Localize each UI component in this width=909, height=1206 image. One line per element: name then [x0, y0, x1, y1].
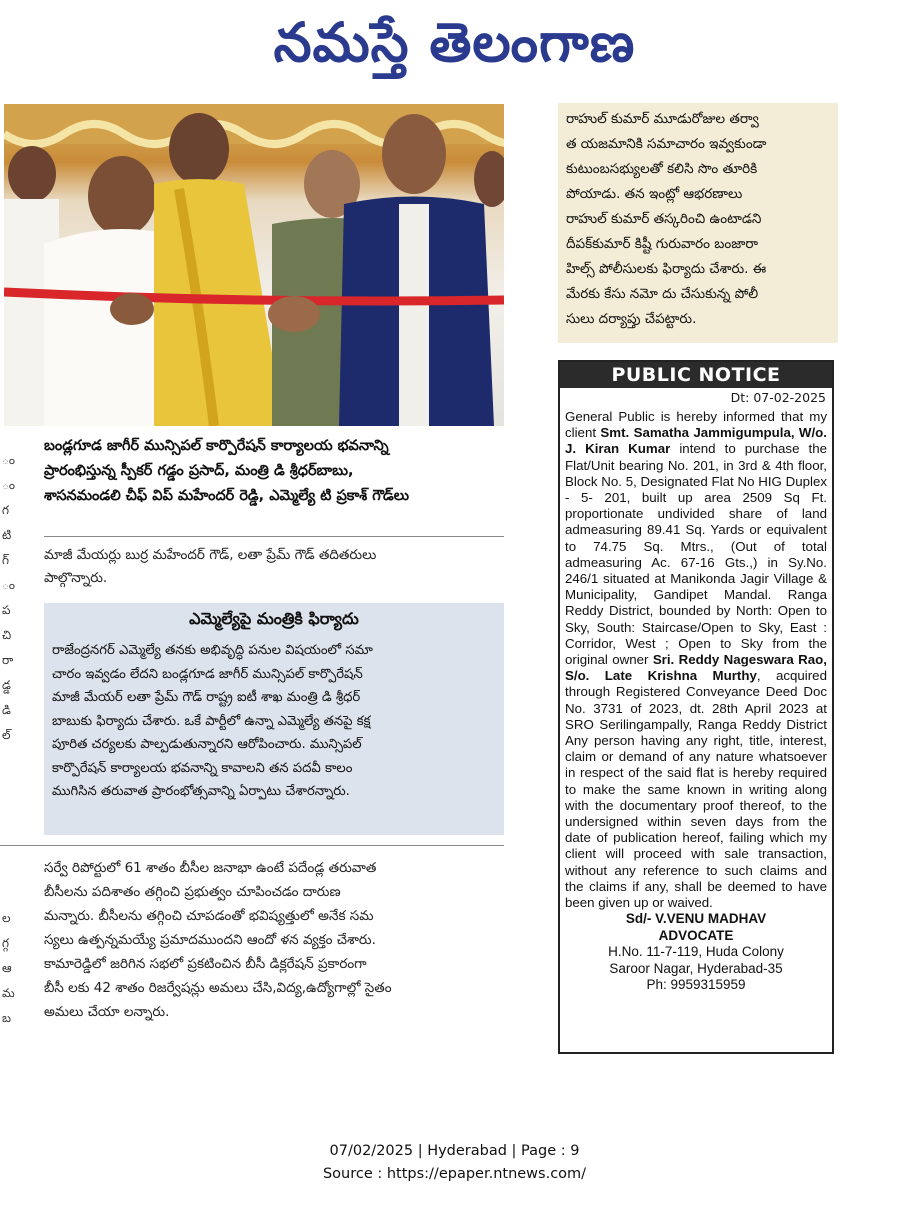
notice-body	[560, 409, 832, 911]
fragment-glyph: ల	[2, 911, 11, 925]
advocate-address-2: Saroor Nagar, Hyderabad-35	[609, 960, 783, 976]
advocate-role: ADVOCATE	[658, 927, 734, 943]
fragment-glyph: ం	[2, 578, 16, 592]
notice-signature	[560, 911, 832, 994]
fragment-glyph: చి	[2, 628, 12, 642]
story-line: కామారెడ్డిలో జరిగిన సభలో ప్రకటించిన బీసీ డిక్లరేషన్ ప్రకారంగా	[44, 956, 367, 972]
notice-title: PUBLIC NOTICE	[560, 362, 832, 388]
boxed-story-headline: ఎమ్మెల్యేపై మంత్రికి ఫిర్యాదు	[189, 609, 359, 628]
photo-caption	[44, 434, 506, 509]
notice-owner: Sri. Reddy Nageswara Rao, S/o. Late Krishna Murthy	[565, 652, 827, 684]
public-notice	[558, 360, 834, 1054]
story-line: కుటుంబసభ్యులతో కలిసి సొం తూరికి	[566, 161, 758, 177]
bc-survey-story	[44, 856, 504, 1024]
fragment-glyph: ల్	[2, 728, 11, 742]
advocate-address-1: H.No. 11-7-119, Huda Colony	[608, 944, 784, 960]
theft-story	[558, 103, 838, 343]
masthead	[0, 4, 909, 82]
divider	[44, 536, 504, 537]
notice-text: General Public is hereby informed that my client	[565, 409, 827, 441]
story-line: దీపక్‌కుమార్ కిష్టీ గురువారం బంజారా	[566, 236, 759, 252]
story-line: చారం ఇవ్వడం లేదని బండ్లగూడ జాగీర్ మున్సిపల్ కార్పొరేషన్	[52, 666, 363, 682]
caption-line: శాసనమండలి చీఫ్ విప్ మహేందర్ రెడ్డి, ఎమ్మెల్యే టి ప్రకాశ్ గౌడ్‌లు	[44, 488, 410, 504]
fragment-glyph: మ	[2, 986, 15, 1000]
story-line: పూరిత చర్యలకు పాల్పడుతున్నారని ఆరోపించారు. మున్సిపల్	[52, 737, 362, 752]
caption-line: బండ్లగూడ జాగీర్ మున్సిపల్ కార్పొరేషన్ కార్యాలయ భవనాన్ని	[44, 438, 389, 454]
fragment-glyph: ం	[2, 453, 16, 467]
page-footer-source: Source : https://epaper.ntnews.com/	[322, 1166, 587, 1182]
fragment-glyph: గ్గ	[2, 936, 9, 950]
notice-text: , acquired through Registered Conveyance Deed Doc No. 3731 of 2023, dt. 28th April 2023 at SRO Serilingampally, Ranga Reddy District Any person having any right, title, interest, claim or demand of any nature whatsoever in respect of the said flat is hereby required to make the same known in writing along with the documentary proof thereof, to the undersigned within seven days from the date of publication hereof, failing which my client will proceed with sale transaction, without any reference to such claims and the claims if any, shall be deemed to have been given up or waived.	[565, 668, 827, 911]
fragment-glyph: ం	[2, 478, 16, 492]
story-line: త యజమానికి సమాచారం ఇవ్వకుండా	[566, 136, 767, 152]
fragment-glyph: ఆ	[2, 961, 12, 975]
news-photo-illustration	[4, 104, 504, 426]
fragment-glyph: డి	[2, 703, 11, 717]
boxed-story	[44, 603, 504, 835]
side-column-fragment	[2, 448, 18, 748]
caption-line: ప్రారంభిస్తున్న స్పీకర్ గడ్డం ప్రసాద్, మంత్రి డి శ్రీధర్‌బాబు,	[44, 463, 354, 479]
fragment-glyph: గ	[2, 503, 9, 517]
story-line: అమలు చేయా లన్నారు.	[44, 1004, 170, 1020]
story-line: కార్పొరేషన్ కార్యాలయ భవనాన్ని కావాలని తన పదవీ కాలం	[52, 760, 353, 776]
fragment-glyph: గ్	[2, 553, 9, 567]
boxed-story-body	[44, 633, 504, 804]
fragment-glyph: డ్డ	[2, 678, 11, 692]
news-photo	[4, 104, 504, 426]
side-column-fragment-2	[2, 906, 18, 1031]
fragment-glyph: ప	[2, 603, 11, 617]
story-line: హిల్స్ పోలీసులకు ఫిర్యాదు చేశారు. ఈ	[566, 261, 767, 277]
advocate-name: Sd/- V.VENU MADHAV	[625, 911, 767, 927]
notice-client: Smt. Samatha Jammigumpula, W/o. J. Kiran Kumar	[565, 425, 827, 457]
masthead-logo: నమస్తే తెలంగాణ	[273, 11, 636, 74]
story-line: పాల్గొన్నారు.	[44, 570, 108, 586]
story-continuation	[44, 544, 504, 590]
story-line: మాజీ మేయర్ లతా ప్రేమ్ గౌడ్ రాష్ట్ర ఐటీ శాఖ మంత్రి డి శ్రీధర్	[52, 690, 361, 705]
story-line: రాహుల్ కుమార్ తస్కరించి ఉంటాడని	[566, 211, 762, 227]
fragment-glyph: బ	[2, 1011, 12, 1025]
story-line: సులు దర్యాప్తు చేపట్టారు.	[566, 311, 697, 327]
fragment-glyph: టి	[2, 528, 12, 542]
story-line: ముగిసిన తరువాత ప్రారంభోత్సవాన్ని ఏర్పాటు చేశారన్నారు.	[52, 784, 350, 799]
story-line: మాజీ మేయర్లు బుర్ర మహేందర్ గౌడ్, లతా ప్రేమ్ గౌడ్ తదితరులు	[44, 547, 377, 563]
divider	[0, 845, 504, 846]
story-line: రాహుల్ కుమార్ మూడురోజుల తర్వా	[566, 111, 759, 127]
notice-date: Dt: 07-02-2025	[730, 390, 826, 405]
story-line: స్యలు ఉత్పన్నమయ్యే ప్రమాదముందని ఆందో ళన వ్యక్తం చేశారు.	[44, 932, 376, 948]
notice-text: intend to purchase the Flat/Unit bearing No. 201, in 3rd & 4th floor, Block No. 5, Designated Flat No HIG Duplex - 5- 201, built up area 2509 Sq Ft. proportionate undivided share of land admeasuring 89.41 Sq. Yards or equivalent to 74.75 Sq. Mtrs., (Out of total admeasuring Ac. 67-16 Gts.,) in Sy.No. 246/1 situated at Manikonda Jagir Village & Municipality, Gandipet Mandal. Ranga Reddy District, bounded by North: Open to Sky, South: Staircase/Open to Sky, East : Corridor, West ; Open to Sky from the original owner	[565, 441, 827, 668]
story-line: సర్వే రిపోర్టులో 61 శాతం బీసీల జనాభా ఉంటే పదేండ్ల తరువాత	[44, 860, 377, 876]
story-line: మేరకు కేసు నమో దు చేసుకున్న పోలీ	[566, 286, 759, 302]
story-line: బాబుకు ఫిర్యాదు చేశారు. ఒకే పార్టీలో ఉన్నా ఎమ్మెల్యే తనపై కక్ష	[52, 713, 371, 729]
page-footer-info: 07/02/2025 | Hyderabad | Page : 9	[329, 1143, 580, 1159]
story-line: బీసీ లకు 42 శాతం రిజర్వేషన్లు అమలు చేసి,విద్య,ఉద్యోగాల్లో సైతం	[44, 980, 392, 996]
fragment-glyph: రా	[2, 653, 14, 667]
story-line: మన్నారు. బీసీలను తగ్గించి చూపడంతో భవిష్యత్తులో అనేక సమ	[44, 908, 374, 924]
story-line: రాజేంద్రనగర్ ఎమ్మెల్యే తనకు అభివృద్ధి పనుల విషయంలో సమా	[52, 643, 373, 658]
advocate-phone: Ph: 9959315959	[646, 977, 746, 993]
story-line: పోయాడు. తన ఇంట్లో ఆభరణాలు	[566, 186, 743, 202]
story-line: బీసీలను పదిశాతం తగ్గించి ప్రభుత్వం చూపించడం దారుణ	[44, 884, 341, 900]
